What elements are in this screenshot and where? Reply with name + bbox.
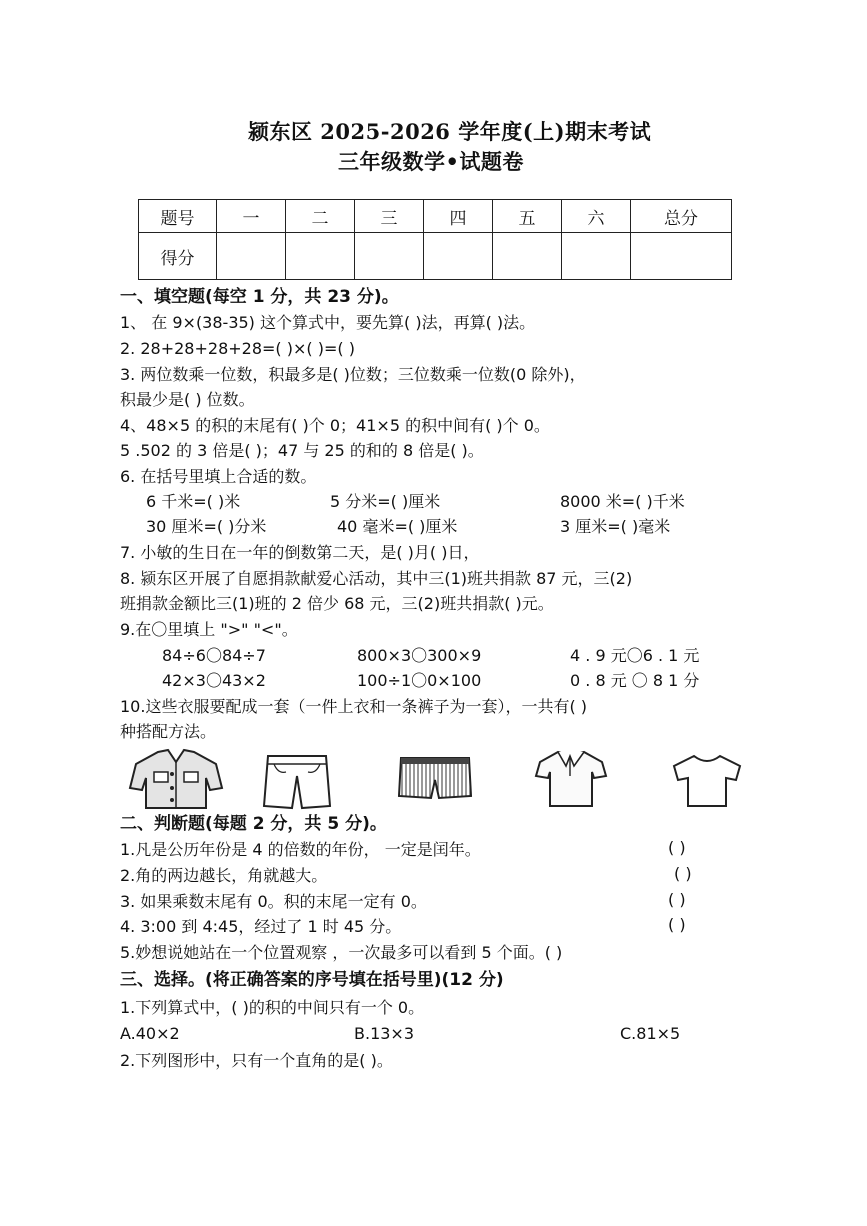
- question-1-9: 9.在〇里填上 ">" "<"。: [120, 620, 298, 639]
- exam-title: 颍东区 2025-2026 学年度(上)期末考试: [248, 119, 652, 144]
- comparison: 0 . 8 元 〇 8 1 分: [570, 671, 700, 690]
- choice-option-b[interactable]: B.13×3: [354, 1024, 415, 1043]
- judge-item: 3. 如果乘数末尾有 0。积的末尾一定有 0。: [120, 892, 427, 911]
- comparison: 42×3〇43×2: [162, 671, 266, 690]
- question-1-10a: 10.这些衣服要配成一套（一件上衣和一条裤子为一套），一共有( ): [120, 697, 588, 716]
- polo-shirt-icon: [534, 748, 608, 808]
- unit-conversion: 30 厘米=( )分米: [146, 517, 267, 536]
- section2-heading: 二、判断题(每题 2 分，共 5 分)。: [120, 814, 387, 834]
- score-header-cell: 六: [562, 200, 631, 233]
- judge-answer-paren[interactable]: ( ): [668, 890, 686, 909]
- tshirt-icon: [670, 752, 744, 808]
- question-1-6: 6. 在括号里填上合适的数。: [120, 467, 317, 486]
- striped-shorts-icon: [397, 754, 473, 804]
- question-1-7: 7. 小敏的生日在一年的倒数第二天，是( )月( )日，: [120, 543, 480, 562]
- question-1-2: 2. 28+28+28+28=( )×( )=( ): [120, 339, 355, 358]
- score-header-cell: 四: [424, 200, 493, 233]
- shorts-icon: [262, 752, 332, 810]
- score-header-cell: 二: [286, 200, 355, 233]
- score-cell[interactable]: [355, 233, 424, 280]
- score-cell[interactable]: [217, 233, 286, 280]
- score-header-cell: 总分: [631, 200, 732, 233]
- unit-conversion: 3 厘米=( )毫米: [560, 517, 671, 536]
- question-1-8a: 8. 颍东区开展了自愿捐款献爱心活动，其中三(1)班共捐款 87 元，三(2): [120, 569, 633, 588]
- score-cell[interactable]: [424, 233, 493, 280]
- judge-answer-paren[interactable]: ( ): [668, 915, 686, 934]
- question-1-5: 5 .502 的 3 倍是( )；47 与 25 的和的 8 倍是( )。: [120, 441, 484, 460]
- question-1-4: 4、48×5 的积的末尾有( )个 0；41×5 的积中间有( )个 0。: [120, 416, 550, 435]
- unit-conversion: 40 毫米=( )厘米: [337, 517, 458, 536]
- section3-heading: 三、选择。(将正确答案的序号填在括号里)(12 分): [120, 970, 504, 990]
- choice-option-a[interactable]: A.40×2: [120, 1024, 180, 1043]
- score-row-label: 得分: [139, 233, 217, 280]
- score-header-cell: 题号: [139, 200, 217, 233]
- question-1-3b: 积最少是( ) 位数。: [120, 390, 255, 409]
- judge-item: 2.角的两边越长，角就越大。: [120, 866, 328, 885]
- score-cell[interactable]: [631, 233, 732, 280]
- choice-question-2: 2.下列图形中，只有一个直角的是( )。: [120, 1051, 393, 1070]
- question-1-10b: 种搭配方法。: [120, 722, 217, 741]
- score-header-cell: 五: [493, 200, 562, 233]
- unit-conversion: 8000 米=( )千米: [560, 492, 685, 511]
- score-cell[interactable]: [562, 233, 631, 280]
- judge-answer-paren[interactable]: ( ): [674, 864, 692, 883]
- judge-item: 4. 3:00 到 4:45，经过了 1 时 45 分。: [120, 917, 402, 936]
- comparison: 4 . 9 元〇6 . 1 元: [570, 646, 700, 665]
- exam-subtitle: 三年级数学•试题卷: [338, 149, 524, 174]
- score-cell[interactable]: [493, 233, 562, 280]
- comparison: 800×3〇300×9: [357, 646, 482, 665]
- question-1-3a: 3. 两位数乘一位数，积最多是( )位数；三位数乘一位数(0 除外)，: [120, 365, 586, 384]
- score-header-cell: 三: [355, 200, 424, 233]
- score-table: [138, 199, 732, 280]
- question-1-8b: 班捐款金额比三(1)班的 2 倍少 68 元，三(2)班共捐款( )元。: [120, 594, 554, 613]
- choice-question-1: 1.下列算式中，( )的积的中间只有一个 0。: [120, 998, 425, 1017]
- unit-conversion: 6 千米=( )米: [146, 492, 241, 511]
- comparison: 100÷1〇0×100: [357, 671, 482, 690]
- judge-item: 5.妙想说她站在一个位置观察 ，一次最多可以看到 5 个面。( ): [120, 943, 563, 962]
- comparison: 84÷6〇84÷7: [162, 646, 266, 665]
- unit-conversion: 5 分米=( )厘米: [330, 492, 441, 511]
- jacket-icon: [128, 748, 224, 810]
- section1-heading: 一、填空题(每空 1 分，共 23 分)。: [120, 287, 399, 307]
- score-cell[interactable]: [286, 233, 355, 280]
- score-header-cell: 一: [217, 200, 286, 233]
- question-1-1: 1、 在 9×(38-35) 这个算式中，要先算( )法，再算( )法。: [120, 313, 536, 332]
- judge-answer-paren[interactable]: ( ): [668, 838, 686, 857]
- judge-item: 1.凡是公历年份是 4 的倍数的年份， 一定是闰年。: [120, 840, 481, 859]
- choice-option-c[interactable]: C.81×5: [620, 1024, 681, 1043]
